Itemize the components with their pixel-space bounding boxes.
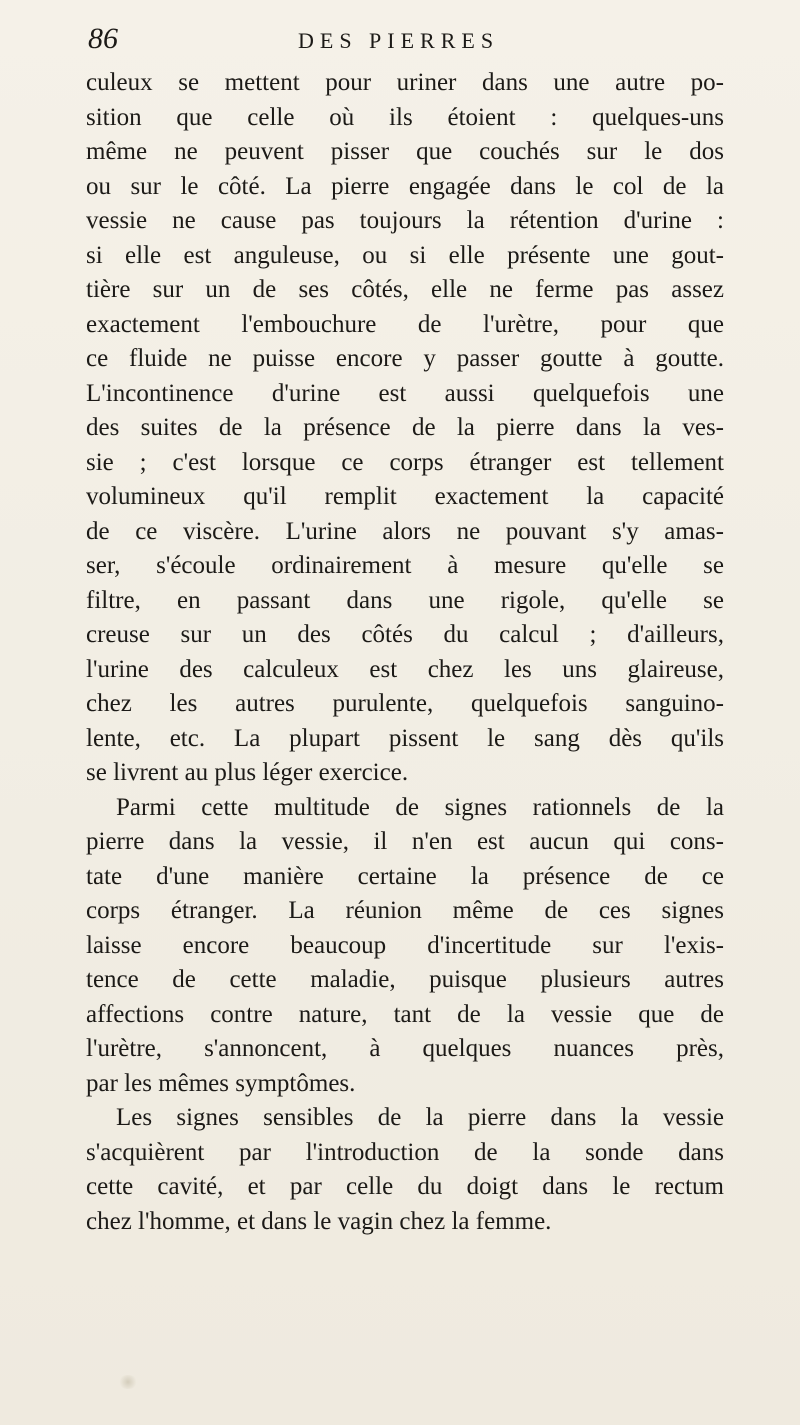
text-line: affections contre nature, tant de la vessie que de <box>86 1000 724 1028</box>
text-line: Parmi cette multitude de signes rationnels de la <box>116 793 724 821</box>
text-line: si elle est anguleuse, ou si elle présente une gout- <box>86 241 724 269</box>
text-line: sition que celle où ils étoient : quelques-uns <box>86 103 724 131</box>
running-head <box>88 22 738 62</box>
text-line: cette cavité, et par celle du doigt dans le rectum <box>86 1173 724 1200</box>
text-line: des suites de la présence de la pierre dans la ves- <box>86 414 724 441</box>
text-line: ce fluide ne puisse encore y passer goutte à goutte. <box>86 345 724 372</box>
text-line: de ce viscère. L'urine alors ne pouvant s'y amas- <box>86 517 724 545</box>
text-line: creuse sur un des côtés du calcul ; d'ailleurs, <box>86 621 724 648</box>
text-line: chez l'homme, et dans le vagin chez la femme. <box>86 1207 552 1235</box>
text-line: exactement l'embouchure de l'urètre, pour que <box>86 310 724 338</box>
text-line: se livrent au plus léger exercice. <box>86 759 409 786</box>
text-line: tière sur un de ses côtés, elle ne ferme pas assez <box>86 276 724 303</box>
text-line: vessie ne cause pas toujours la rétention d'urine : <box>86 207 724 234</box>
text-line: pierre dans la vessie, il n'en est aucun qui cons- <box>86 828 724 855</box>
text-line: corps étranger. La réunion même de ces signes <box>86 897 724 924</box>
text-line: L'incontinence d'urine est aussi quelquefois une <box>86 379 724 407</box>
text-line: ou sur le côté. La pierre engagée dans le col de la <box>86 172 724 200</box>
text-line: culeux se mettent pour uriner dans une autre po- <box>86 69 724 96</box>
running-title: DES PIERRES <box>298 28 500 53</box>
paper-stain <box>118 1375 138 1389</box>
text-line: l'urine des calculeux est chez les uns glaireuse, <box>86 655 724 683</box>
text-line: tate d'une manière certaine la présence de ce <box>86 862 724 890</box>
text-line: laisse encore beaucoup d'incertitude sur l'exis- <box>86 931 724 959</box>
text-line: par les mêmes symptômes. <box>86 1069 356 1097</box>
text-line: lente, etc. La plupart pissent le sang dès qu'ils <box>86 724 724 752</box>
text-line: tence de cette maladie, puisque plusieurs autres <box>86 966 724 993</box>
text-line: l'urètre, s'annoncent, à quelques nuances près, <box>86 1035 724 1062</box>
page-number: 86 <box>88 22 118 55</box>
body-text <box>86 66 724 1239</box>
text-line: ser, s'écoule ordinairement à mesure qu'elle se <box>86 552 724 579</box>
text-line: s'acquièrent par l'introduction de la sonde dans <box>86 1138 724 1166</box>
text-line: chez les autres purulente, quelquefois sanguino- <box>86 690 724 717</box>
text-line: volumineux qu'il remplit exactement la capacité <box>86 483 724 510</box>
text-line: sie ; c'est lorsque ce corps étranger est tellement <box>86 448 724 476</box>
text-line: filtre, en passant dans une rigole, qu'elle se <box>86 586 724 614</box>
text-line: Les signes sensibles de la pierre dans la vessie <box>116 1104 724 1131</box>
text-line: même ne peuvent pisser que couchés sur le dos <box>86 138 724 165</box>
